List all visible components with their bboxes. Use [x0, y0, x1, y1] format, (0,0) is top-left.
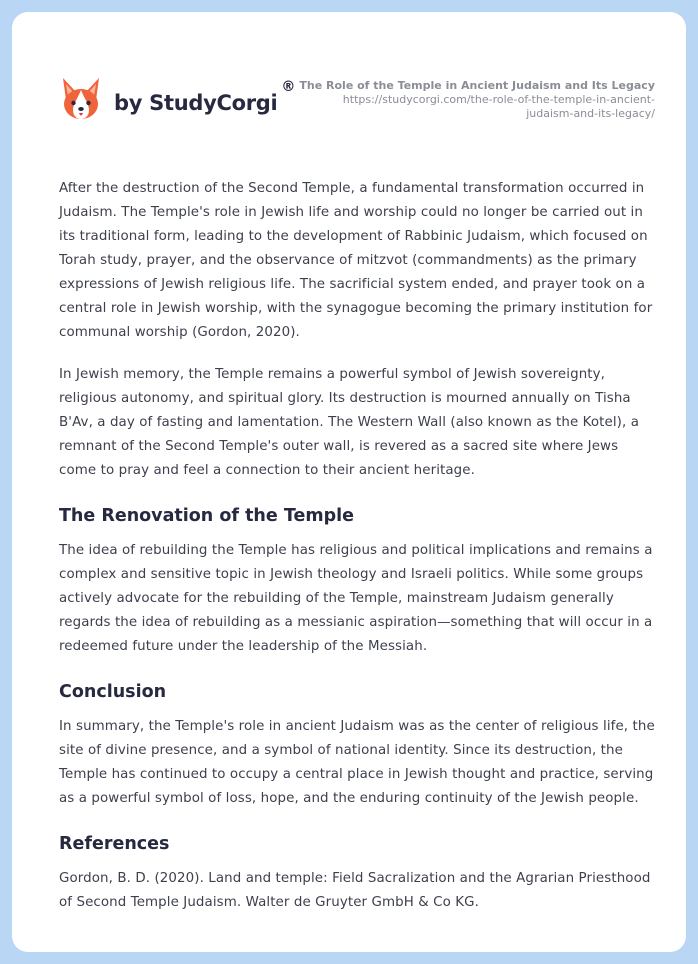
paragraph-memory: In Jewish memory, the Temple remains a powerful symbol of Jewish sovereignty, religious autonomy, and spiritual glory. Its destruction is mourned annually on Tisha B'Av, a day of fasting and lamentation. The Western Wall (also known as the Kotel), a remnant of the Second Temple's outer wall, is revered as a sacred site where Jews come to pray and feel a connection to their ancient heritage. [59, 367, 640, 478]
paragraph-conclusion: In summary, the Temple's role in ancient Judaism was as the center of religious life, the site of divine presence, and a symbol of national identity. Since its destruction, the Temple has continued to occupy a central place in Jewish thought and practice, serving as a powerful symbol of loss, hope, and the enduring continuity of the Jewish people. [59, 719, 655, 806]
paragraph-renovation: The idea of rebuilding the Temple has religious and political implications and remains a complex and sensitive topic in Jewish theology and Israeli politics. While some groups actively advocate for the rebuilding of the Temple, mainstream Judaism generally regards the idea of rebuilding as a messianic aspiration—something that will occur in a redeemed future under the leadership of the Messiah. [59, 543, 653, 654]
document-title: The Role of the Temple in Ancient Judaism and Its Legacy [299, 79, 655, 92]
logo-text: by StudyCorgi [114, 90, 278, 115]
document-url-line-2[interactable]: judaism-and-its-legacy/ [526, 107, 655, 120]
document-body [59, 177, 659, 933]
corgi-logo-icon [60, 76, 102, 122]
heading-conclusion: Conclusion [59, 682, 167, 702]
studycorgi-logo[interactable] [60, 76, 295, 122]
registered-mark: ® [281, 79, 296, 95]
reference-item: Gordon, B. D. (2020). Land and temple: Field Sacralization and the Agrarian Priesthood of Second Temple Judaism. Walter de Gruyter GmbH & Co KG. [59, 871, 651, 910]
heading-renovation: The Renovation of the Temple [59, 506, 354, 526]
document-meta [295, 79, 655, 121]
document-card [12, 12, 686, 952]
paragraph-destruction: After the destruction of the Second Temple, a fundamental transformation occurred in Judaism. The Temple's role in Jewish life and worship could no longer be carried out in its traditional form, leading to the development of Rabbinic Judaism, which focused on Torah study, prayer, and the observance of mitzvot (commandments) as the primary expressions of Jewish religious life. The sacrificial system ended, and prayer took on a central role in Jewish worship, with the synagogue becoming the primary institution for communal worship (Gordon, 2020). [59, 181, 653, 340]
heading-references: References [59, 834, 170, 854]
document-url-line-1[interactable]: https://studycorgi.com/the-role-of-the-temple-in-ancient- [342, 93, 655, 106]
